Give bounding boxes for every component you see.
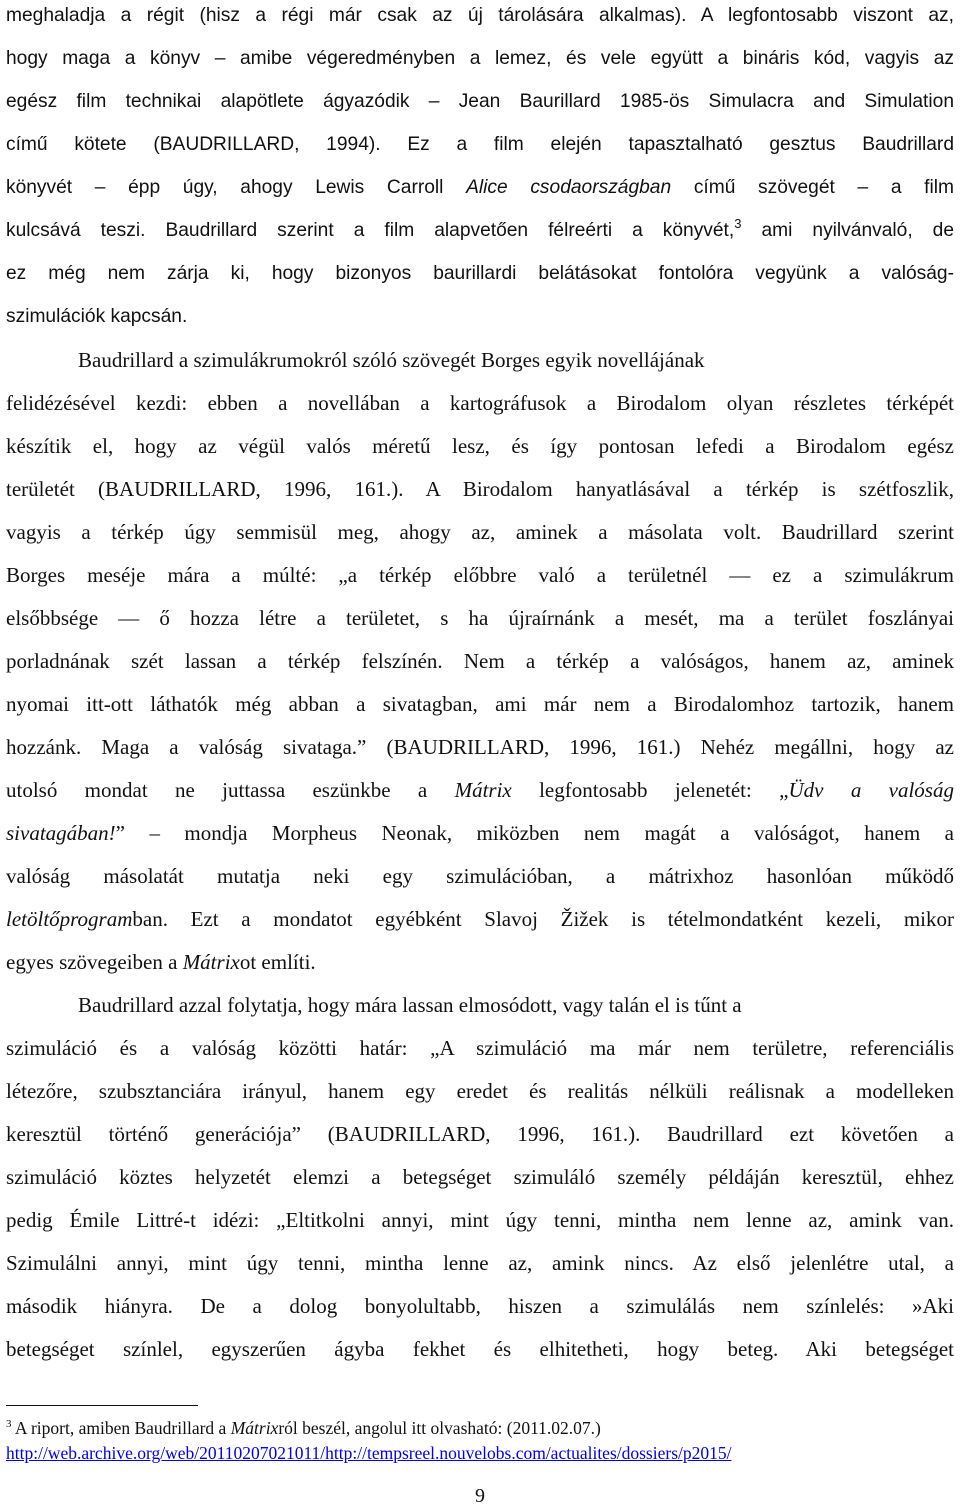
text-line xyxy=(6,1119,954,1149)
line-text: utolsó mondat ne juttassa eszünkbe a xyxy=(6,778,455,802)
text-line xyxy=(6,560,954,590)
text-line xyxy=(6,1248,954,1278)
line-text: második hiányra. De a dolog bonyolultabb, hiszen a szimulálás nem színlelés: »Aki xyxy=(6,1294,954,1318)
text-line xyxy=(6,732,954,762)
footnote-text-italic: Mátrix xyxy=(230,1418,279,1438)
page-number: 9 xyxy=(475,1485,485,1507)
text-line xyxy=(6,259,954,289)
text-line xyxy=(6,775,954,805)
footnote-marker: 3 xyxy=(6,1418,12,1430)
line-text: készítik el, hogy az végül valós méretű lesz, és így pontosan lefedi a Birodalom egész xyxy=(6,434,954,458)
text-line xyxy=(78,990,954,1020)
line-text: ot említi. xyxy=(239,950,316,974)
italic-text: Üdv a valóság xyxy=(788,778,954,802)
line-text: felidézésével kezdi: ebben a novellában a kartográfusok a Birodalom olyan részletes térképét xyxy=(6,391,954,415)
footnote-ref: 3 xyxy=(734,216,742,231)
italic-text: Alice csodaországban xyxy=(466,177,672,198)
line-text: ” – mondja Morpheus Neonak, miközben nem magát a valóságot, hanem a xyxy=(115,821,954,845)
italic-text: Mátrix xyxy=(454,778,512,802)
line-text: létezőre, szubsztanciára irányul, hanem egy eredet és realitás nélküli reálisnak a modelleken xyxy=(6,1079,954,1103)
text-line xyxy=(6,1033,954,1063)
text-line xyxy=(6,216,954,246)
text-line xyxy=(6,646,954,676)
line-text: egész film technikai alapötlete ágyazódik – Jean Baurillard 1985-ös Simulacra and Simulation xyxy=(6,91,954,112)
text-line xyxy=(78,345,954,375)
line-text: legfontosabb jelenetét: „ xyxy=(511,778,789,802)
line-text: hozzánk. Maga a valóság sivataga.” (BAUDRILLARD, 1996, 161.) Nehéz megállni, hogy az xyxy=(6,735,954,759)
line-text: Baudrillard a szimulákrumokról szóló szövegét Borges egyik novellájának xyxy=(78,348,705,372)
line-text: című kötete (BAUDRILLARD, 1994). Ez a film elején tapasztalható gesztus Baudrillard xyxy=(6,134,954,155)
line-text: szimuláció köztes helyzetét elemzi a betegséget szimuláló személy példáján keresztül, ehhez xyxy=(6,1165,954,1189)
text-line xyxy=(6,44,954,74)
line-text: területét (BAUDRILLARD, 1996, 161.). A Birodalom hanyatlásával a térkép is szétfoszlik, xyxy=(6,477,954,501)
line-text: vagyis a térkép úgy semmisül meg, ahogy az, aminek a másolata volt. Baudrillard szerint xyxy=(6,520,954,544)
line-text: valóság másolatát mutatja neki egy szimulációban, a mátrixhoz hasonlóan működő xyxy=(6,864,954,888)
italic-text: sivatagában! xyxy=(6,821,116,845)
line-text: elsőbbsége — ő hozza létre a területet, s ha újraírnánk a mesét, ma a terület foszlányai xyxy=(6,606,954,630)
line-text: Baudrillard azzal folytatja, hogy mára lassan elmosódott, vagy talán el is tűnt a xyxy=(78,993,742,1017)
line-text: ami nyilvánvaló, de xyxy=(741,220,955,241)
line-text: betegséget színlel, egyszerűen ágyba fekhet és elhitetheti, hogy beteg. Aki betegséget xyxy=(6,1337,954,1361)
text-line xyxy=(6,130,954,160)
line-text: könyvét – épp úgy, ahogy Lewis Carroll xyxy=(6,177,467,198)
line-text: meghaladja a régit (hisz a régi már csak az új tárolására alkalmas). A legfontosabb viszont az, xyxy=(6,5,954,26)
footnote-text-a: A riport, amiben Baudrillard a xyxy=(11,1418,231,1438)
footnote-text-b: ról beszél, angolul itt olvasható: (2011.02.07.) xyxy=(278,1418,601,1438)
text-line xyxy=(6,431,954,461)
text-line xyxy=(6,1,954,31)
line-text: keresztül történő generációja” (BAUDRILLARD, 1996, 161.). Baudrillard ezt követően a xyxy=(6,1122,954,1146)
footnote-link[interactable]: http://web.archive.org/web/20110207021011/http://tempsreel.nouvelobs.com/actualites/dossiers/p2015/ xyxy=(6,1443,732,1463)
text-line xyxy=(6,1205,954,1235)
line-text: nyomai itt-ott láthatók még abban a sivatagban, ami már nem a Birodalomhoz tartozik, hanem xyxy=(6,692,954,716)
text-line xyxy=(6,861,954,891)
text-line xyxy=(6,87,954,117)
line-text: kulcsává teszi. Baudrillard szerint a film alapvetően félreérti a könyvét, xyxy=(6,220,735,241)
line-text: ban. Ezt a mondatot egyébként Slavoj Žižek is tételmondatként kezeli, mikor xyxy=(132,907,954,931)
text-line xyxy=(6,689,954,719)
footnote-separator xyxy=(6,1405,198,1406)
text-line xyxy=(6,1076,954,1106)
text-line xyxy=(6,1291,954,1321)
text-line xyxy=(6,388,954,418)
line-text: Borges meséje mára a múlté: „a térkép előbbre való a területnél — ez a szimulákrum xyxy=(6,563,954,587)
text-line xyxy=(6,302,954,332)
italic-text: letöltőprogram xyxy=(6,907,133,931)
line-text: szimulációk kapcsán. xyxy=(6,306,188,327)
line-text: című szövegét – a film xyxy=(671,177,954,198)
line-text: hogy maga a könyv – amibe végeredményben a lemez, és vele együtt a bináris kód, vagyis az xyxy=(6,48,954,69)
text-line xyxy=(6,904,954,934)
line-text: szimuláció és a valóság közötti határ: „A szimuláció ma már nem területre, referenciális xyxy=(6,1036,954,1060)
line-text: ez még nem zárja ki, hogy bizonyos baurillardi belátásokat fontolóra vegyünk a valóság- xyxy=(6,263,954,284)
text-line xyxy=(6,1334,954,1364)
line-text: pedig Émile Littré-t idézi: „Eltitkolni annyi, mint úgy tenni, mintha nem lenne az, amink van. xyxy=(6,1208,954,1232)
text-line xyxy=(6,818,954,848)
line-text: egyes szövegeiben a xyxy=(6,950,183,974)
text-line xyxy=(6,173,954,203)
footnote xyxy=(6,1417,954,1439)
text-line xyxy=(6,603,954,633)
line-text: porladnának szét lassan a térkép felszínén. Nem a térkép a valóságos, hanem az, aminek xyxy=(6,649,954,673)
line-text: Szimulálni annyi, mint úgy tenni, mintha lenne az, amink nincs. Az első jelenlétre utal, a xyxy=(6,1251,954,1275)
italic-text: Mátrix xyxy=(182,950,240,974)
text-line xyxy=(6,947,954,977)
footnote-link-line xyxy=(6,1442,954,1464)
text-line xyxy=(6,517,954,547)
text-line xyxy=(6,474,954,504)
text-line xyxy=(6,1162,954,1192)
